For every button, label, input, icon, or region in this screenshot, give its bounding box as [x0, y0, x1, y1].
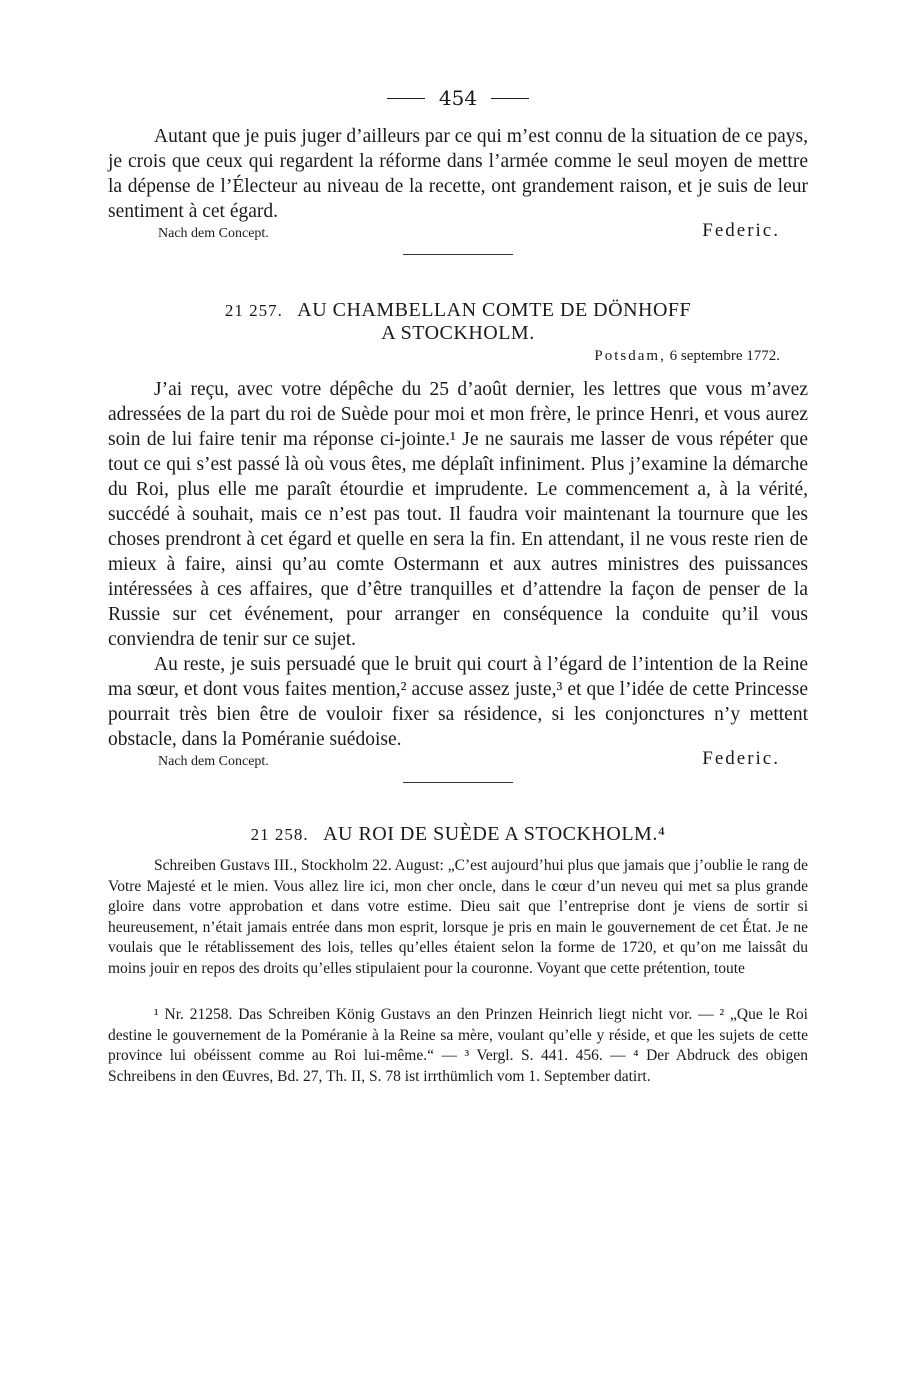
letter-21257-place: Potsdam, [594, 348, 666, 364]
document-page [108, 80, 808, 1087]
letter-21257-source-note: Nach dem Concept. [158, 754, 269, 769]
intro-source-note: Nach dem Concept. [158, 226, 269, 241]
letter-21258-paragraph: Schreiben Gustavs III., Stockholm 22. August: „C’est aujourd’hui plus que jamais que j’oublie le rang de Votre Majesté et le mien. Vous allez lire ici, mon cher oncle, dans le cœur d’un neveu qui met sa plus grande gloire dans votre approbation et dans votre estime. Dieu sait que l’entreprise dont je viens de sortir si heureusement, n’était jamais entrée dans mon esprit, lorsque je pris en main le gouvernement de cet État. Je ne voulais que le rétablissement des lois, telles qu’elles étaient selon la forme de 1720, et qu’on me laissât du moins jouir en repos des droits qu’elles stipulaient pour la couronne. Voyant que cette prétention, toute [108, 857, 808, 977]
page-number-header [108, 86, 808, 110]
page-number-dash-right [491, 98, 529, 99]
letter-21257-number: 21 257. [224, 301, 283, 320]
letter-21258-heading [108, 823, 808, 846]
letter-21257-dateline [108, 348, 780, 365]
page-number-dash-left [387, 98, 425, 99]
letter-21257-paragraph-1: J’ai reçu, avec votre dépêche du 25 d’août dernier, les lettres que vous m’avez adressées de la part du roi de Suède pour moi et mon frère, le prince Henri, et vous aurez soin de lui faire tenir ma réponse ci-jointe.¹ Je ne saurais me lasser de vous répéter que tout ce qui s’est passé là où vous êtes, me déplaît infiniment. Plus j’examine la démarche du Roi, plus elle me paraît étourdie et imprudente. Le commencement a, à la vérité, succédé à souhait, mais ce n’est pas tout. Il faudra voir maintenant la tournure que les choses prendront à cet égard et quelle en sera la fin. En attendant, il ne vous reste rien de mieux à faire, ainsi qu’au comte Ostermann et aux autres ministres des puissances intéressées à ces affaires, que d’être tranquilles et d’attendre la façon de penser de la Russie sur cet événement, pour arranger en conséquence la conduite qu’il vous conviendra de tenir sur ce sujet. [108, 379, 808, 650]
intro-signature: Federic. [702, 220, 780, 241]
letter-21257-signature: Federic. [702, 748, 780, 769]
letter-21257-date: 6 septembre 1772. [669, 348, 780, 364]
letter-21258-title: AU ROI DE SUÈDE A STOCKHOLM.⁴ [323, 823, 666, 845]
letter-21257-title-line1: AU CHAMBELLAN COMTE DE DÖNHOFF [297, 299, 692, 321]
page-number: 454 [438, 86, 478, 110]
letter-21257-heading [108, 299, 808, 344]
section-divider-2 [403, 782, 513, 783]
letter-21258-number: 21 258. [250, 825, 309, 844]
letter-21257-paragraph-2: Au reste, je suis persuadé que le bruit qui court à l’égard de l’intention de la Reine ma sœur, et dont vous faites mention,² accuse assez juste,³ et que l’idée de cette Princesse pourrait très bien être de vouloir fixer sa résidence, si les conjonctures n’y mettent obstacle, dans la Poméranie suédoise. [108, 654, 808, 750]
section-divider-1 [403, 254, 513, 255]
intro-paragraph: Autant que je puis juger d’ailleurs par ce qui m’est connu de la situation de ce pays, je crois que ceux qui regardent la réforme dans l’armée comme le seul moyen de mettre la dépense de l’Électeur au niveau de la recette, ont grandement raison, et je suis de leur sentiment à cet égard. [108, 126, 808, 222]
letter-21257-title-line2: A STOCKHOLM. [381, 322, 535, 344]
footnotes: ¹ Nr. 21258. Das Schreiben König Gustavs an den Prinzen Heinrich liegt nicht vor. — ² „Que le Roi destine le gouvernement de la Poméranie à la Reine sa mère, voulant qu’elle y réside, et que les sujets de cette province lui obéissent comme au Roi lui-même.“ — ³ Vergl. S. 441. 456. — ⁴ Der Abdruck des obigen Schreibens in den Œuvres, Bd. 27, Th. II, S. 78 ist irrthümlich vom 1. September datirt. [108, 1006, 808, 1085]
